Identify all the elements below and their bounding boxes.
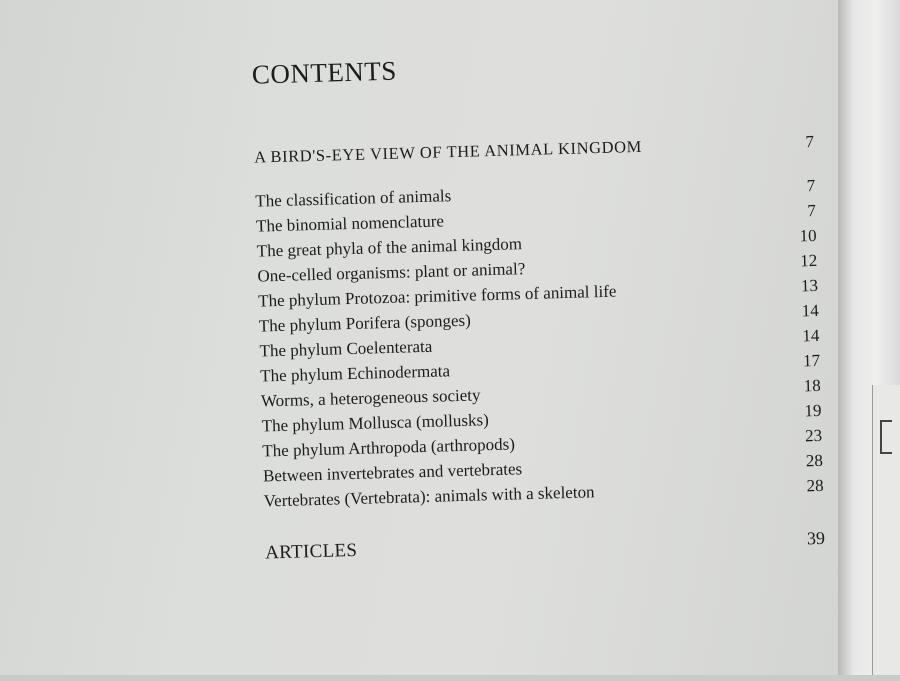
toc-entry-page: 17: [802, 350, 821, 371]
toc-entry-label: The phylum Mollusca (mollusks): [261, 410, 489, 436]
toc-entry-label: The binomial nomenclature: [255, 211, 445, 236]
toc-articles-page: 39: [806, 527, 826, 549]
toc-entry-label: One-celled organisms: plant or animal?: [257, 259, 526, 286]
toc-entry-page: 13: [800, 275, 819, 296]
toc-articles-label: ARTICLES: [264, 539, 358, 564]
toc-entry-page: 12: [800, 250, 818, 271]
toc-entry-page: 23: [804, 425, 823, 446]
toc-entry-page: 14: [801, 300, 819, 321]
toc-entry-page: 7: [806, 175, 816, 196]
toc-entry-page: 18: [803, 375, 822, 396]
toc-section-label: A BIRD'S-EYE VIEW OF THE ANIMAL KINGDOM: [253, 136, 643, 167]
toc-entry-page: 10: [799, 225, 817, 246]
toc-entry-label: The classification of animals: [255, 186, 452, 211]
toc-entry-label: Worms, a heterogeneous society: [260, 385, 481, 411]
toc-section-row: [254, 130, 814, 170]
toc-entry-label: The phylum Protozoa: primitive forms of animal life: [257, 281, 617, 311]
contents-title: CONTENTS: [251, 55, 398, 90]
toc-entry-page: 7: [807, 200, 817, 221]
toc-entry-page: 19: [804, 400, 822, 421]
toc-entry-label: Between invertebrates and vertebrates: [262, 459, 523, 486]
toc-entry-label: The phylum Echinodermata: [260, 361, 451, 386]
toc-entry-label: The phylum Porifera (sponges): [258, 310, 472, 336]
adjacent-paper-mark: [880, 420, 892, 454]
toc-entry-label: The great phyla of the animal kingdom: [256, 234, 523, 261]
toc-entry-label: The phylum Coelenterata: [259, 336, 433, 361]
toc-entry-label: Vertebrates (Vertebrata): animals with a skeleton: [263, 482, 595, 511]
toc-entry-label: The phylum Arthropoda (arthropods): [262, 434, 516, 461]
toc-section-page: 7: [805, 132, 815, 152]
toc-articles-row: [265, 526, 825, 566]
toc-entry-page: 14: [802, 325, 820, 346]
toc-entry-page: 28: [805, 450, 824, 471]
toc-entry-page: 28: [806, 475, 824, 496]
